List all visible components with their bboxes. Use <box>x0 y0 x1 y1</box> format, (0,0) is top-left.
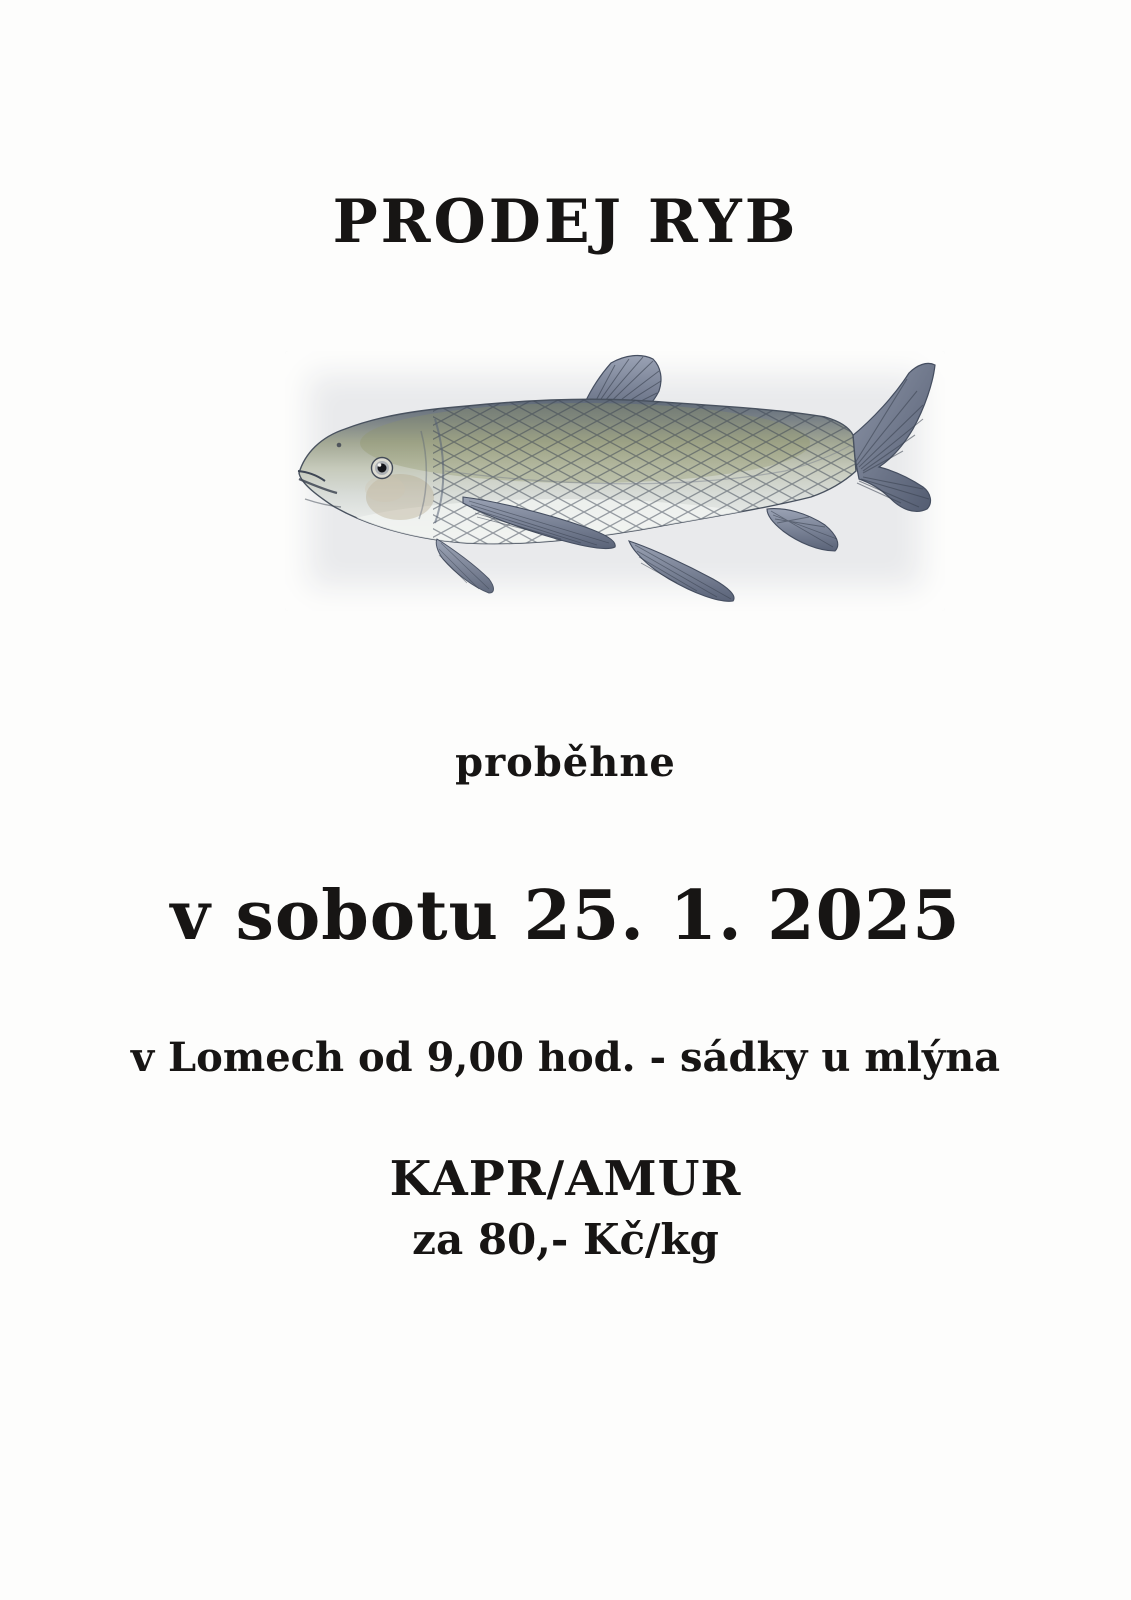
price: za 80,- Kč/kg <box>412 1215 719 1264</box>
tail-fin <box>851 363 935 511</box>
event-date: v sobotu 25. 1. 2025 <box>170 876 961 956</box>
fish-types: KAPR/AMUR <box>389 1151 742 1207</box>
grass-carp-illustration <box>285 351 945 611</box>
fish-eye <box>372 458 393 479</box>
event-verb: proběhne <box>455 739 676 786</box>
anal-fin <box>767 509 838 551</box>
nostril <box>337 443 342 448</box>
pelvic-fin <box>629 541 734 601</box>
fish-image <box>285 351 945 611</box>
event-place-time: v Lomech od 9,00 hod. - sádky u mlýna <box>130 1034 1001 1081</box>
poster-title: PRODEJ RYB <box>332 187 799 257</box>
